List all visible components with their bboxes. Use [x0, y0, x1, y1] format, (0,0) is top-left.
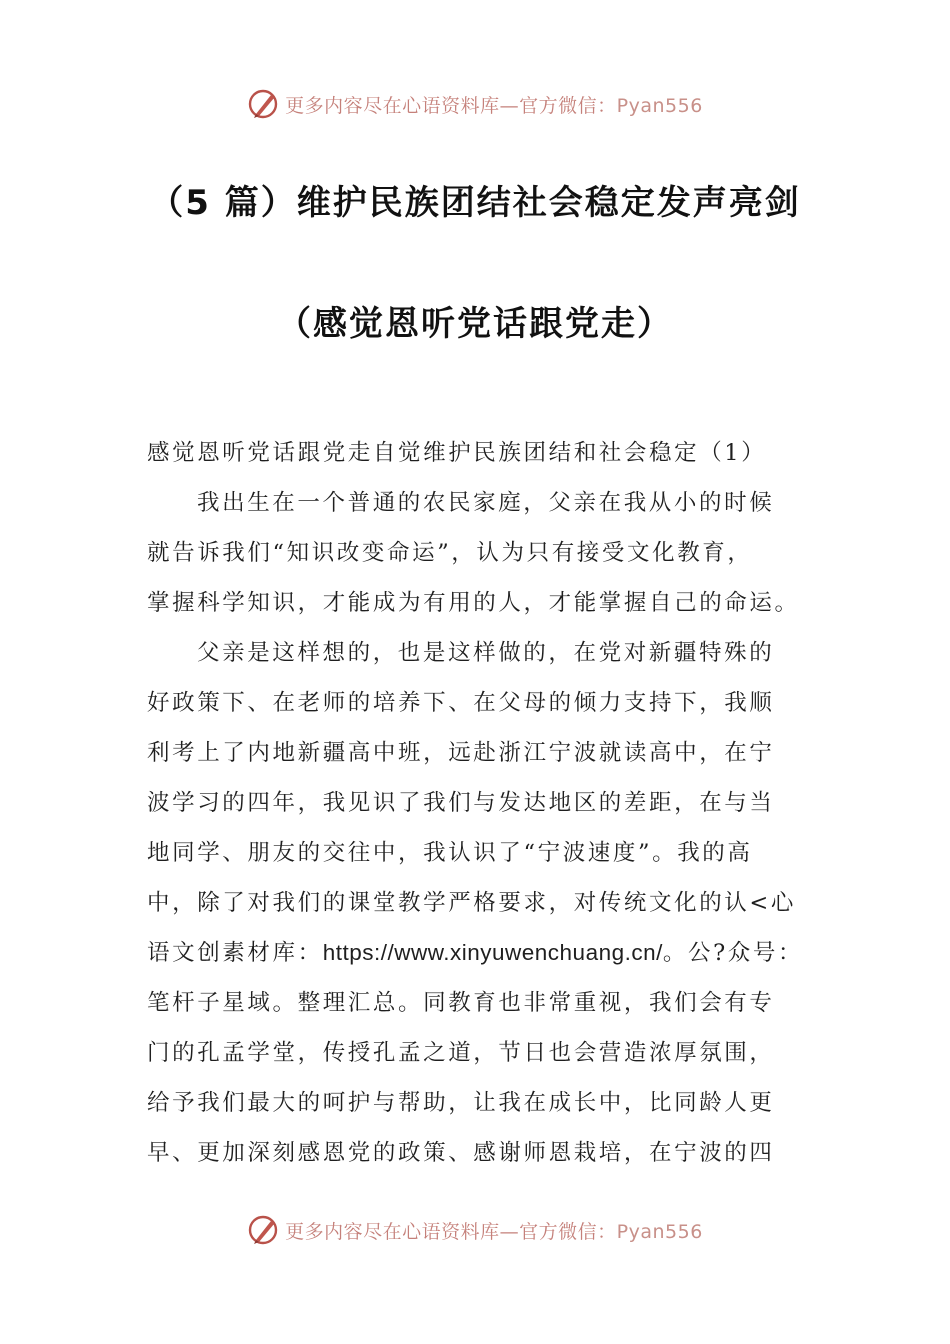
watermark-text: 更多内容尽在心语资料库—官方微信：Pyan556	[285, 94, 703, 117]
header-watermark-banner	[0, 84, 950, 124]
wechat-id: Pyan556	[616, 94, 703, 117]
link-prefix: 语文创素材库：	[147, 940, 323, 966]
section-heading: 感觉恩听党话跟党走自觉维护民族团结和社会稳定（1）	[147, 440, 767, 466]
paragraph-line: 掌握科学知识，才能成为有用的人，才能掌握自己的命运。	[147, 590, 800, 616]
footer-watermark-banner	[0, 1210, 950, 1250]
paragraph-line: 门的孔孟学堂，传授孔孟之道，节日也会营造浓厚氛围，	[147, 1040, 775, 1066]
pen-logo-icon	[247, 87, 281, 121]
website-url: https://www.xinyuwenchuang.cn/	[322, 940, 663, 965]
document-subtitle: （感觉恩听党话跟党走）	[277, 304, 673, 344]
paragraph-line: 中，除了对我们的课堂教学严格要求，对传统文化的认<心	[147, 890, 796, 916]
paragraph-line: 波学习的四年，我见识了我们与发达地区的差距，在与当	[147, 790, 775, 816]
paragraph-line: 我出生在一个普通的农民家庭，父亲在我从小的时候	[197, 490, 775, 516]
paragraph-line: 早、更加深刻感恩党的政策、感谢师恩栽培，在宁波的四	[147, 1140, 775, 1166]
paragraph-line-with-link	[147, 928, 827, 978]
wechat-id: Pyan556	[616, 1220, 703, 1243]
paragraph-line: 就告诉我们“知识改变命运”，认为只有接受文化教育，	[147, 540, 753, 566]
paragraph-line: 利考上了内地新疆高中班，远赴浙江宁波就读高中，在宁	[147, 740, 775, 766]
link-suffix: 。公?众号：	[662, 940, 804, 966]
paragraph-line: 地同学、朋友的交往中，我认识了“宁波速度”。我的高	[147, 840, 753, 866]
article-body	[147, 428, 827, 1178]
paragraph-line: 笔杆子星域。整理汇总。同教育也非常重视，我们会有专	[147, 990, 775, 1016]
document-title: （5 篇）维护民族团结社会稳定发声亮剑	[149, 183, 801, 223]
paragraph-line: 父亲是这样想的，也是这样做的，在党对新疆特殊的	[197, 640, 775, 666]
paragraph-line: 给予我们最大的呵护与帮助，让我在成长中，比同龄人更	[147, 1090, 775, 1116]
watermark-text: 更多内容尽在心语资料库—官方微信：Pyan556	[285, 1220, 703, 1243]
paragraph-line: 好政策下、在老师的培养下、在父母的倾力支持下，我顺	[147, 690, 775, 716]
pen-logo-icon	[247, 1213, 281, 1247]
